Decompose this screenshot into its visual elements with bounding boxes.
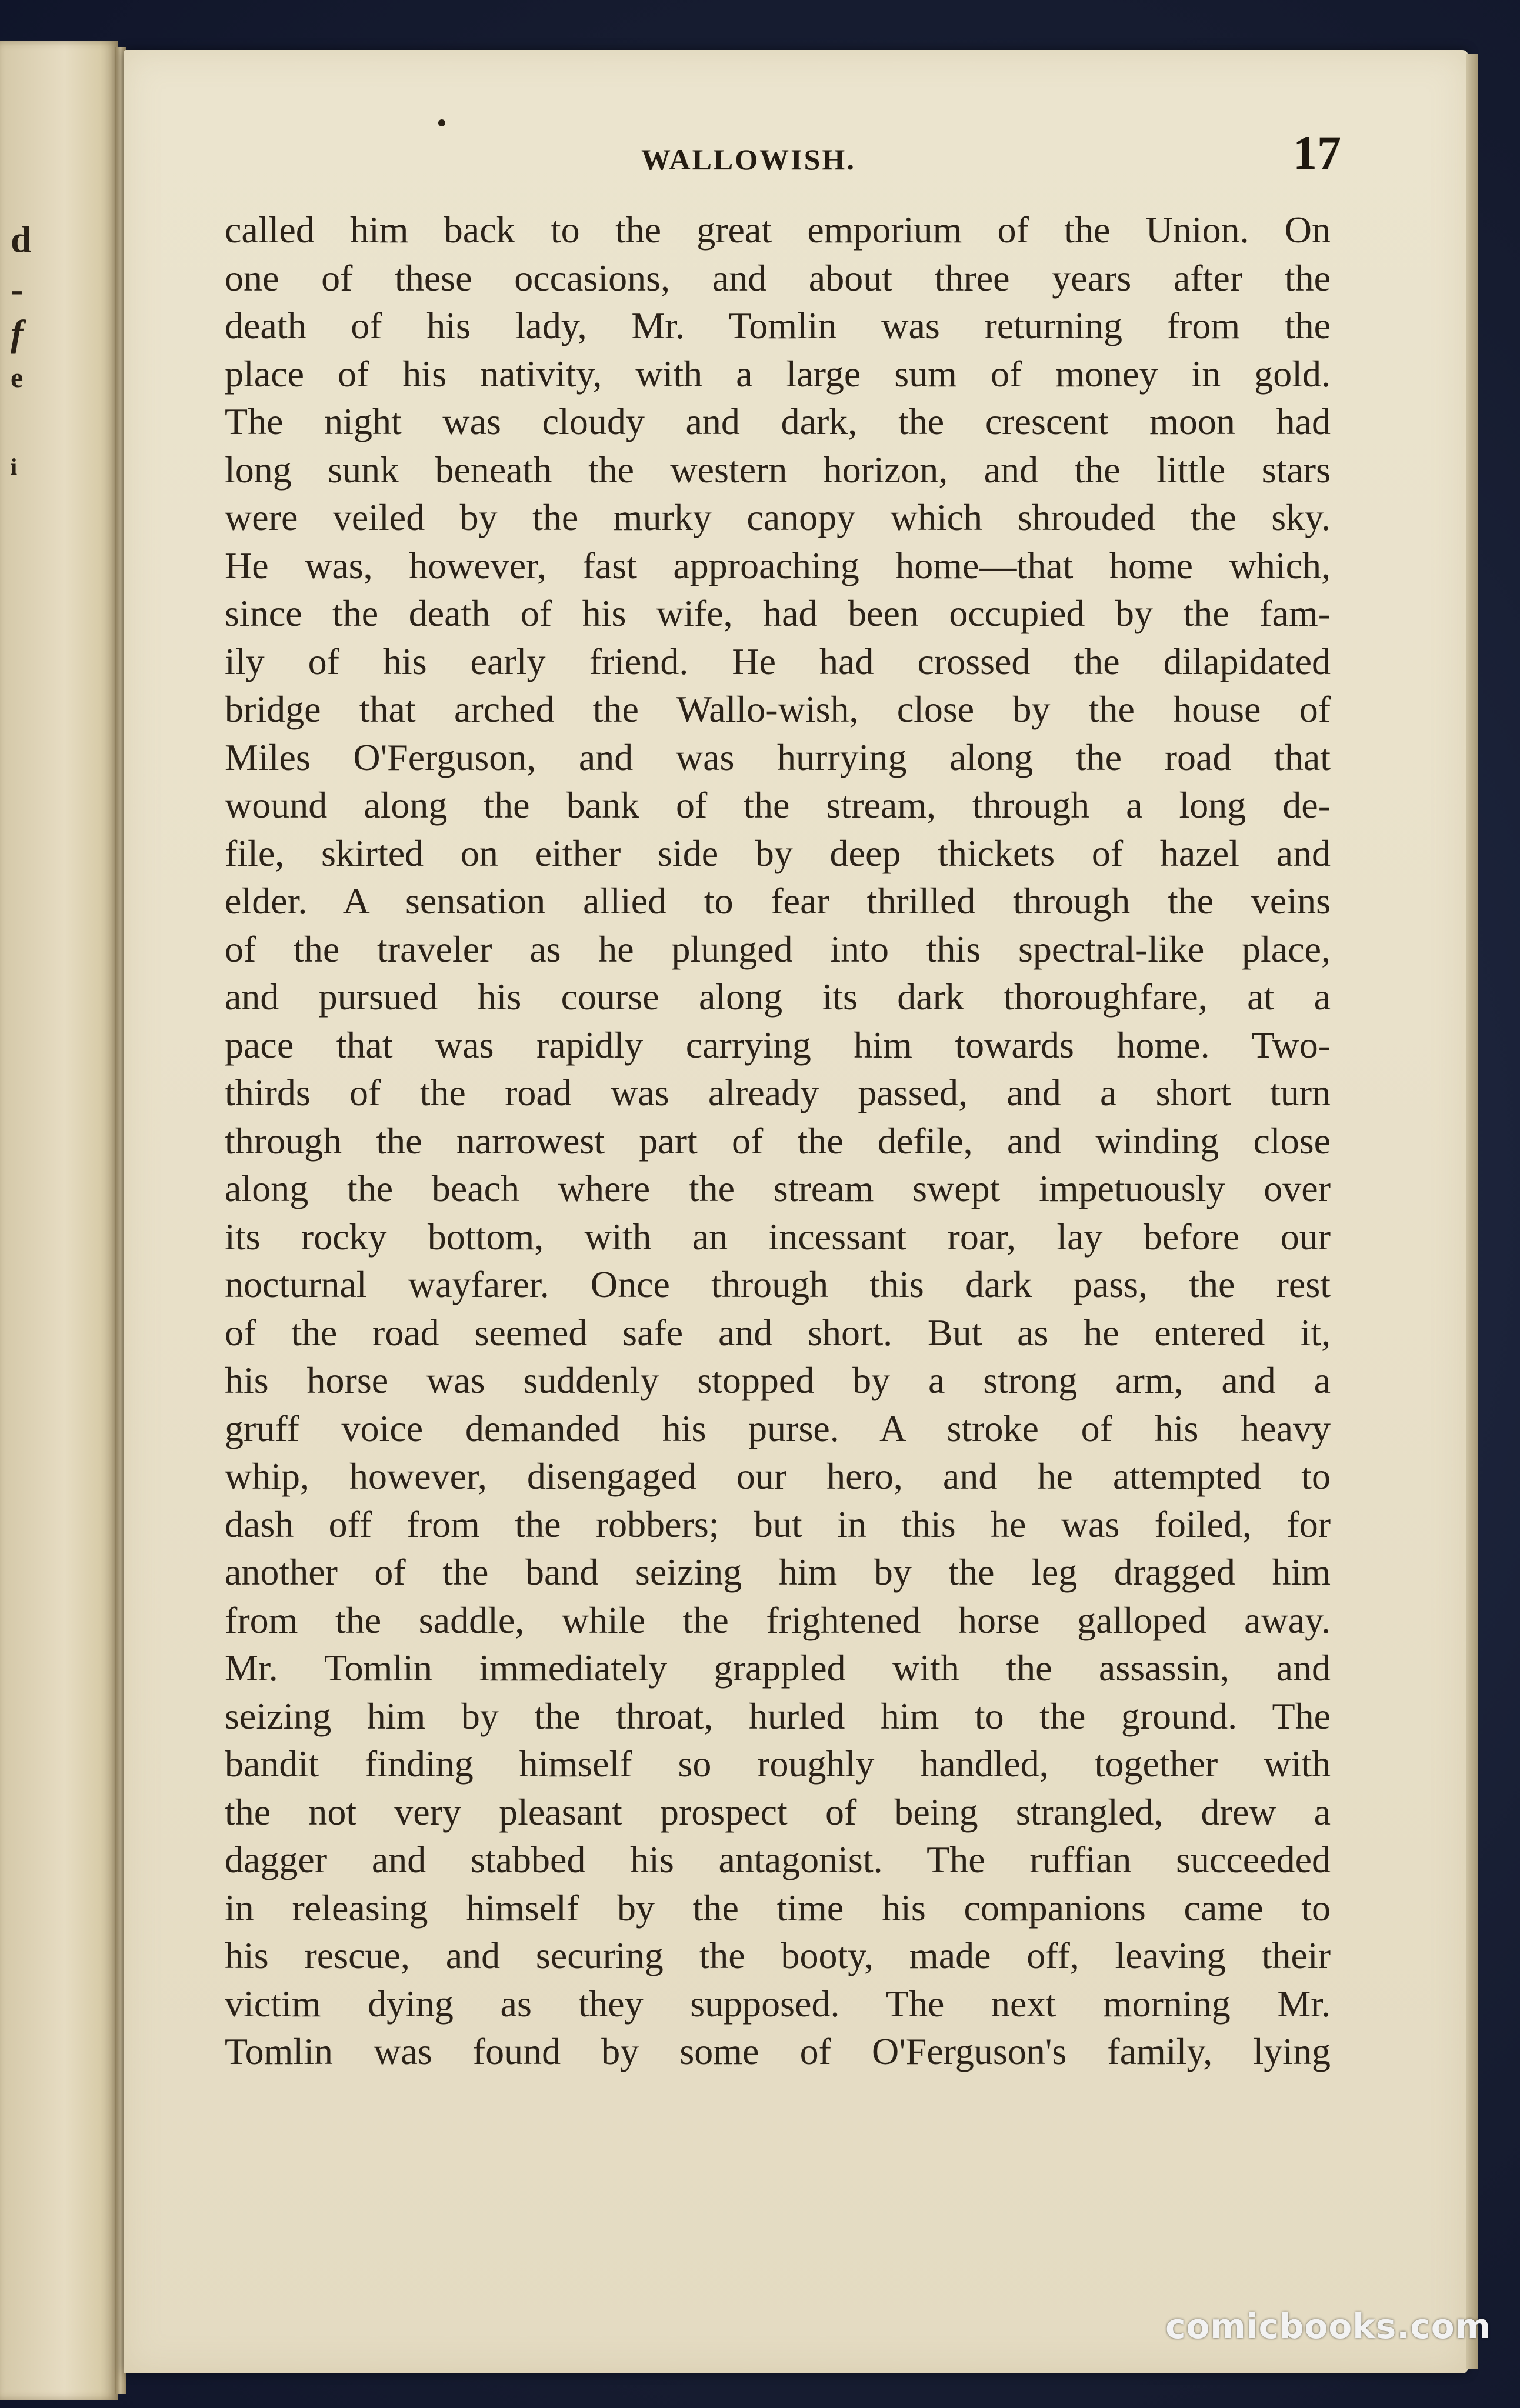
facing-page-fragment: f — [11, 312, 24, 354]
text-line: dagger and stabbed his antagonist. The ruffian succeeded — [225, 1839, 1331, 1880]
text-line: of the traveler as he plunged into this spectral-like place, — [225, 928, 1331, 970]
text-line: its rocky bottom, with an incessant roar, lay before our — [225, 1215, 1331, 1258]
text-line: since the death of his wife, had been occupied by the fam- — [225, 592, 1331, 634]
text-line: Miles O'Ferguson, and was hurrying along the road that — [225, 736, 1331, 778]
text-line: in releasing himself by the time his companions came to — [225, 1886, 1331, 1929]
text-line: of the road seemed safe and short. But as he entered it, — [225, 1311, 1331, 1353]
text-line: The night was cloudy and dark, the crescent moon had — [225, 401, 1331, 442]
watermark: comicbooks.com — [1165, 2306, 1491, 2346]
text-line: and pursued his course along its dark thoroughfare, at a — [225, 976, 1331, 1018]
facing-page-edge — [0, 41, 118, 2400]
text-line: bridge that arched the Wallo-wish, close by the house of — [225, 688, 1331, 730]
text-line: the not very pleasant prospect of being strangled, drew a — [225, 1790, 1331, 1833]
text-line: Mr. Tomlin immediately grappled with the assassin, and — [225, 1647, 1331, 1689]
text-line: whip, however, disengaged our hero, and he attempted to — [225, 1455, 1331, 1497]
running-head: WALLOWISH. — [641, 143, 856, 176]
text-line: long sunk beneath the western horizon, and the little stars — [225, 448, 1331, 491]
text-line: his rescue, and securing the booty, made off, leaving their — [225, 1935, 1331, 1976]
text-line: dash off from the robbers; but in this he was foiled, for — [225, 1503, 1331, 1545]
facing-page-fragment: i — [11, 453, 18, 480]
facing-page-fragment: e — [11, 362, 24, 393]
text-line: thirds of the road was already passed, and a short turn — [225, 1072, 1331, 1113]
text-line: wound along the bank of the stream, through a long de- — [225, 784, 1331, 826]
text-line: from the saddle, while the frightened horse galloped away. — [225, 1599, 1331, 1641]
text-line: called him back to the great emporium of the Union. On — [225, 209, 1331, 251]
text-line: gruff voice demanded his purse. A stroke of his heavy — [225, 1407, 1331, 1449]
text-line: bandit finding himself so roughly handled, together with — [225, 1743, 1331, 1785]
page-number: 17 — [1293, 126, 1341, 179]
text-line: place of his nativity, with a large sum of money in gold. — [225, 352, 1331, 395]
text-line: nocturnal wayfarer. Once through this dark pass, the rest — [225, 1263, 1331, 1305]
body-text — [225, 206, 1331, 2076]
text-line: elder. A sensation allied to fear thrilled through the veins — [225, 880, 1331, 922]
text-line: victim dying as they supposed. The next morning Mr. — [225, 1982, 1331, 2025]
text-line: one of these occasions, and about three years after the — [225, 256, 1331, 299]
text-line: along the beach where the stream swept impetuously over — [225, 1168, 1331, 1209]
text-line: file, skirted on either side by deep thickets of hazel and — [225, 832, 1331, 874]
text-line: pace that was rapidly carrying him towards home. Two- — [225, 1023, 1331, 1066]
facing-page-fragment: d — [11, 218, 32, 260]
text-line: his horse was suddenly stopped by a strong arm, and a — [225, 1359, 1331, 1401]
text-line: ily of his early friend. He had crossed the dilapidated — [225, 640, 1331, 682]
text-line: Tomlin was found by some of O'Ferguson's family, lying — [225, 2030, 1331, 2072]
page-edge — [1466, 54, 1478, 2369]
text-line: death of his lady, Mr. Tomlin was returning from the — [225, 305, 1331, 346]
text-line: were veiled by the murky canopy which shrouded the sky. — [225, 496, 1331, 538]
text-line: seizing him by the throat, hurled him to the ground. The — [225, 1695, 1331, 1737]
text-line: another of the band seizing him by the leg dragged him — [225, 1551, 1331, 1593]
facing-page-fragment: - — [11, 268, 24, 310]
text-line: through the narrowest part of the defile, and winding close — [225, 1119, 1331, 1162]
text-line: He was, however, fast approaching home—that home which, — [225, 544, 1331, 586]
ink-dot — [438, 119, 445, 126]
